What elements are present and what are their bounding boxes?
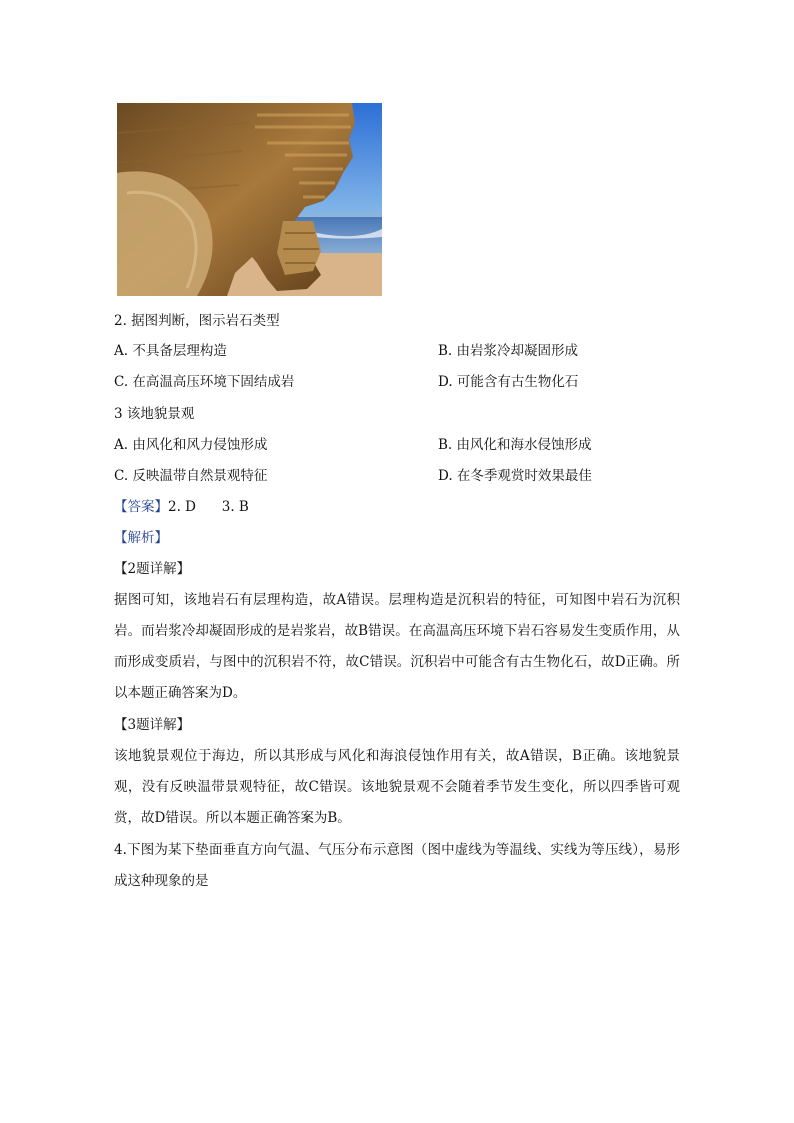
question-2-option-b: B. 由岩浆冷却凝固形成: [438, 343, 579, 359]
detail-2-heading: 【2题详解】: [114, 561, 191, 577]
analysis-heading: [114, 528, 168, 548]
question-3-option-d: D. 在冬季观赏时效果最佳: [438, 468, 592, 484]
question-2-stem: 2. 据图判断，图示岩石类型: [114, 313, 280, 329]
answer-text: 2. D 3. B: [168, 499, 249, 515]
question-3-stem: 3 该地貌景观: [114, 406, 195, 422]
answer-label: 【答案】: [114, 499, 168, 515]
question-3-option-b: B. 由风化和海水侵蚀形成: [438, 437, 592, 453]
analysis-label: 【解析】: [114, 530, 168, 546]
detail-3-text: 该地貌景观位于海边，所以其形成与风化和海浪侵蚀作用有关，故A错误，B正确。该地貌景观，没有反映温带景观特征，故C错误。该地貌景观不会随着季节发生变化，所以四季皆可观赏，故D错误。所以本题正确答案为B。: [114, 748, 680, 826]
question-4-stem: 4.下图为某下垫面垂直方向气温、气压分布示意图（图中虚线为等温线、实线为等压线），易形成这种现象的是: [114, 842, 680, 889]
question-3-option-c: C. 反映温带自然景观特征: [114, 468, 268, 484]
question-2-option-c: C. 在高温高压环境下固结成岩: [114, 374, 295, 390]
detail-2-text: 据图可知，该地岩石有层理构造，故A错误。层理构造是沉积岩的特征，可知图中岩石为沉积岩。而岩浆冷却凝固形成的是岩浆岩，故B错误。在高温高压环境下岩石容易发生变质作用，从而形成变质岩，与图中的沉积岩不符，故C错误。沉积岩中可能含有古生物化石，故D正确。所以本题正确答案为D。: [114, 592, 680, 701]
detail-3-heading: 【3题详解】: [114, 717, 191, 733]
question-2-option-d: D. 可能含有古生物化石: [438, 374, 579, 390]
answer-line: [114, 497, 249, 517]
sea-arch-photo: [117, 103, 382, 296]
question-2-option-a: A. 不具备层理构造: [114, 343, 227, 359]
question-3-option-a: A. 由风化和风力侵蚀形成: [114, 437, 268, 453]
